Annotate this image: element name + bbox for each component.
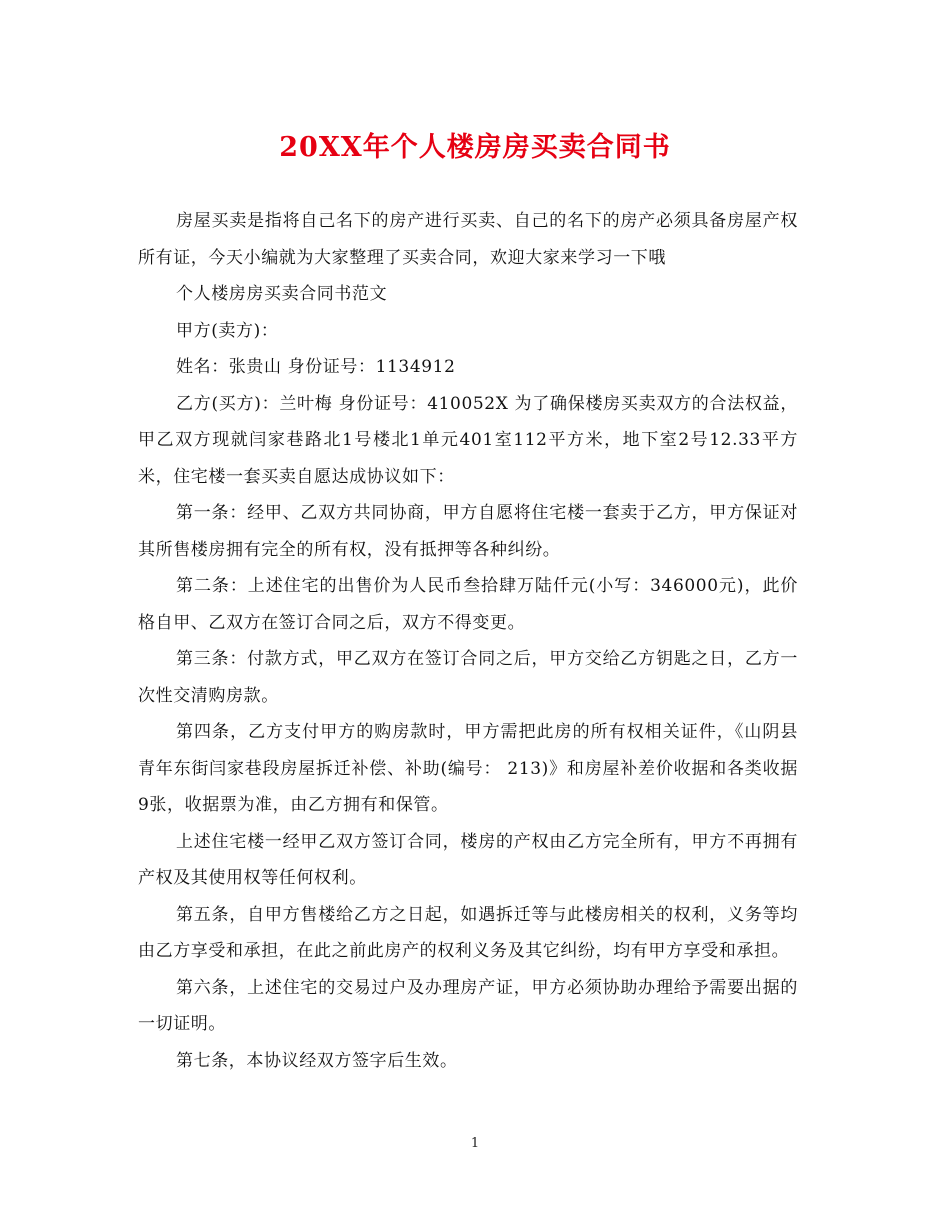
paragraph-article-6: 第六条，上述住宅的交易过户及办理房产证，甲方必须协助办理给予需要出据的一切证明。 [138,977,798,1034]
paragraph-article-4: 第四条，乙方支付甲方的购房款时，甲方需把此房的所有权相关证件，《山阴县青年东街闫家巷段房屋拆迁补偿、补助(编号： 213)》和房屋补差价收据和各类收据9张，收据票为准，由乙方拥有和保管。 [138,722,798,815]
paragraph-ownership: 上述住宅楼一经甲乙双方签订合同，楼房的产权由乙方完全所有，甲方不再拥有产权及其使用权等任何权利。 [138,831,798,888]
paragraph-party-b: 乙方(买方)：兰叶梅 身份证号：410052X 为了确保楼房买卖双方的合法权益，甲乙双方现就闫家巷路北1号楼北1单元401室112平方米，地下室2号12.33平方米，住宅楼一套买卖自愿达成协议如下： [138,393,798,487]
paragraph-party-a: 甲方(卖方)： [176,320,279,341]
paragraph-article-7: 第七条，本协议经双方签字后生效。 [176,1050,458,1071]
paragraph-article-1: 第一条：经甲、乙双方共同协商，甲方自愿将住宅楼一套卖于乙方，甲方保证对其所售楼房拥有完全的所有权，没有抵押等各种纠纷。 [138,503,798,560]
paragraph-article-3: 第三条：付款方式，甲乙双方在签订合同之后，甲方交给乙方钥匙之日，乙方一次性交清购房款。 [138,649,798,706]
paragraph-article-2: 第二条：上述住宅的出售价为人民币叁拾肆万陆仟元(小写：346000元)，此价格自甲、乙双方在签订合同之后，双方不得变更。 [138,576,798,633]
paragraph-article-5: 第五条，自甲方售楼给乙方之日起，如遇拆迁等与此楼房相关的权利，义务等均由乙方享受和承担，在此之前此房产的权利义务及其它纠纷，均有甲方享受和承担。 [138,904,798,961]
page-number: 1 [470,1136,480,1151]
document-body [138,203,798,1079]
paragraph-party-a-name: 姓名：张贵山 身份证号：1134912 [176,357,456,377]
paragraph-subtitle: 个人楼房房买卖合同书范文 [176,284,388,304]
paragraph-intro: 房屋买卖是指将自己名下的房产进行买卖、自己的名下的房产必须具备房屋产权所有证，今天小编就为大家整理了买卖合同，欢迎大家来学习一下哦 [138,211,798,268]
document-title: 20XX年个人楼房房买卖合同书 [279,132,671,163]
